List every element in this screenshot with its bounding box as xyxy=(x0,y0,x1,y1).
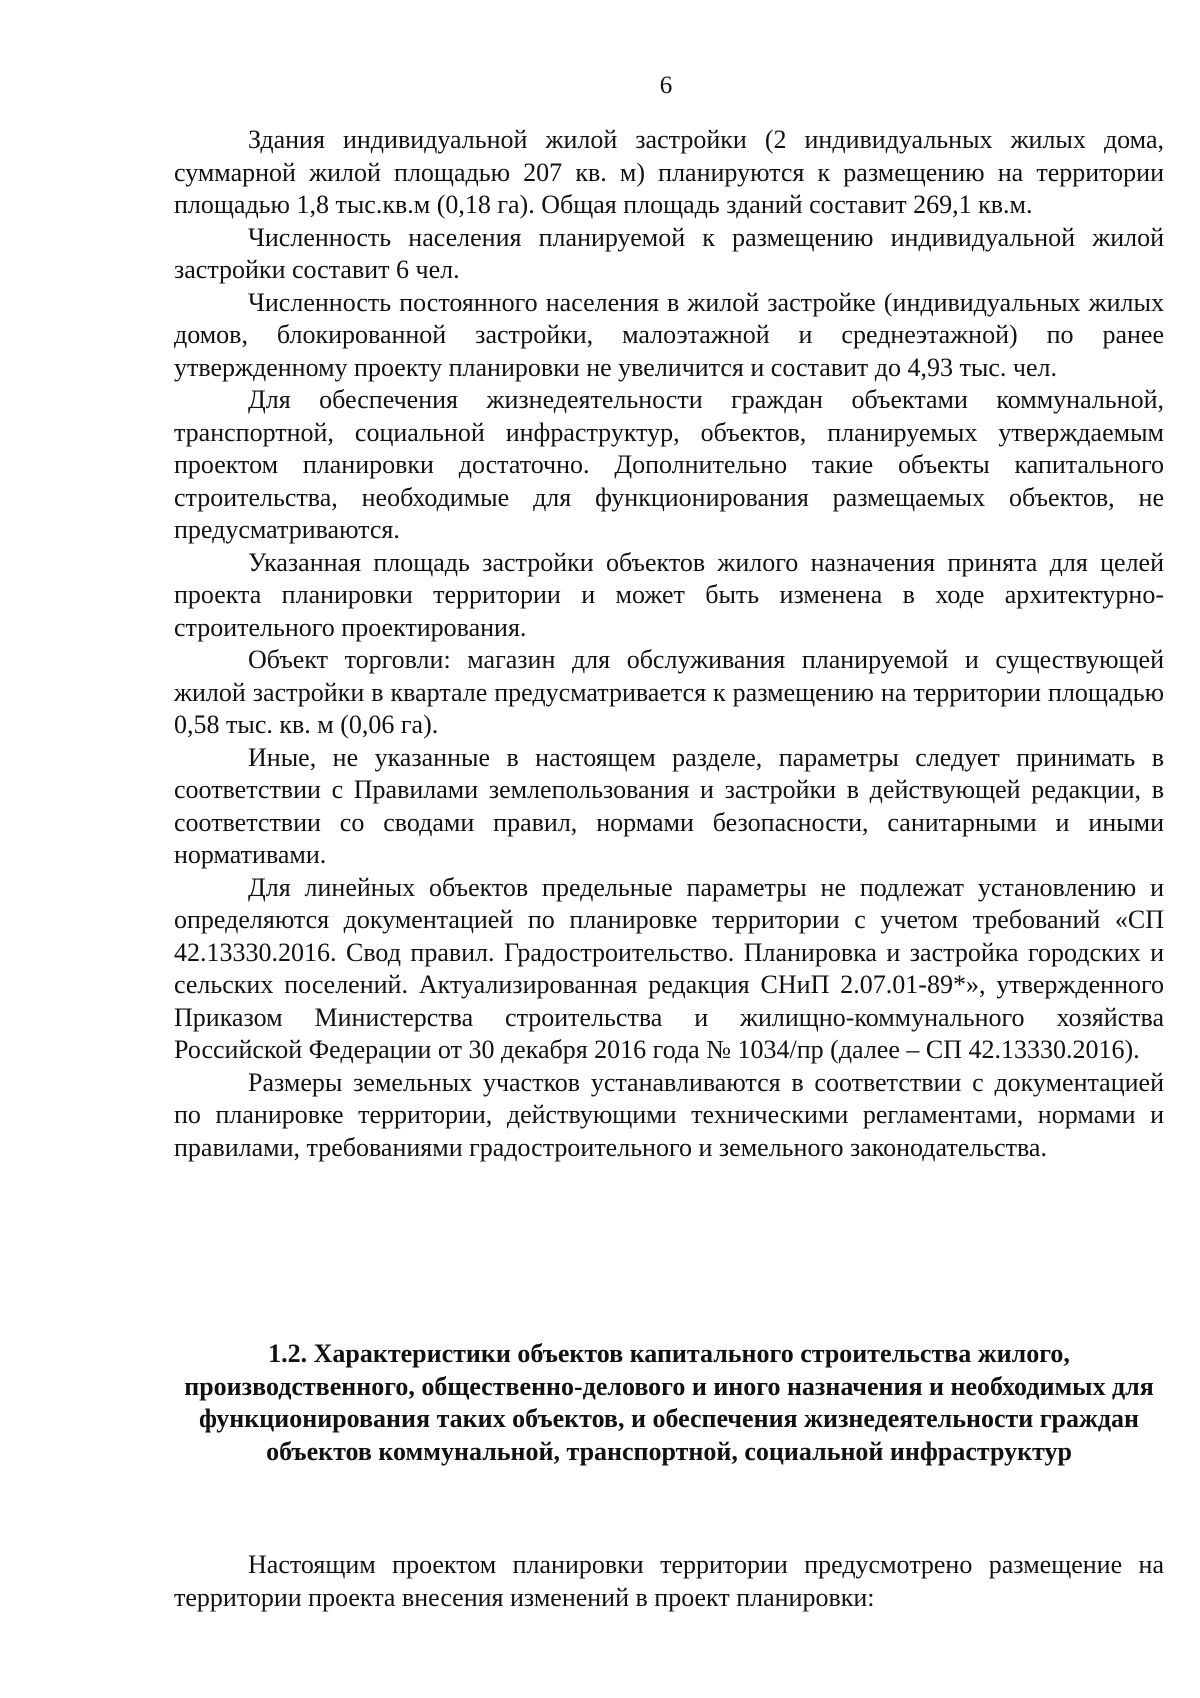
section-heading: 1.2. Характеристики объектов капитального строительства жилого, производственного, общественно-делового и иного назначения и необходимых для функционирования таких объектов, и обеспечения жизнедеятельности граждан объектов коммунальной, транспортной, социальной инфраструктур xyxy=(184,1339,1154,1466)
body-text xyxy=(174,124,1164,1164)
paragraph-individual-housing: Здания индивидуальной жилой застройки (2 индивидуальных жилых дома, суммарной жилой площадью 207 кв. м) планируются к размещению на территории площадью 1,8 тыс.кв.м (0,18 га). Общая площадь зданий составит 269,1 кв.м. xyxy=(174,125,1164,219)
paragraph-closing: Настоящим проектом планировки территории предусмотрено размещение на территории проекта внесения изменений в проект планировки: xyxy=(174,1550,1164,1612)
paragraph-land-plots: Размеры земельных участков устанавливаются в соответствии с документацией по планировке территории, действующими техническими регламентами, нормами и правилами, требованиями градостроительного и земельного законодательства. xyxy=(174,1067,1164,1162)
paragraph-infrastructure: Для обеспечения жизнедеятельности граждан объектами коммунальной, транспортной, социальной инфраструктур, объектов, планируемых утверждаемым проектом планировки достаточно. Дополнительно такие объекты капитального строительства, необходимые для функционирования размещаемых объектов, не предусматриваются. xyxy=(174,385,1164,544)
paragraph-other-parameters: Иные, не указанные в настоящем разделе, параметры следует принимать в соответствии с Правилами землепользования и застройки в действующей редакции, в соответствии со сводами правил, нормами безопасности, санитарными и иными нормативами. xyxy=(174,742,1164,869)
paragraph-permanent-population: Численность постоянного населения в жилой застройке (индивидуальных жилых домов, блокированной застройки, малоэтажной и среднеэтажной) по ранее утвержденному проекту планировки не увеличится и составит до 4,93 тыс. чел. xyxy=(174,287,1164,382)
closing-text xyxy=(174,1549,1164,1614)
paragraph-planned-population: Численность населения планируемой к размещению индивидуальной жилой застройки составит 6 чел. xyxy=(174,222,1164,284)
paragraph-building-area: Указанная площадь застройки объектов жилого назначения принята для целей проекта планировки территории и может быть изменена в ходе архитектурно-строительного проектирования. xyxy=(174,547,1164,642)
page-number: 6 xyxy=(659,72,673,99)
paragraph-retail-object: Объект торговли: магазин для обслуживания планируемой и существующей жилой застройки в квартале предусматривается к размещению на территории площадью 0,58 тыс. кв. м (0,06 га). xyxy=(174,645,1164,739)
paragraph-linear-objects: Для линейных объектов предельные параметры не подлежат установлению и определяются документацией по планировке территории с учетом требований «СП 42.13330.2016. Свод правил. Градостроительство. Планировка и застройка городских и сельских поселений. Актуализированная редакция СНиП 2.07.01-89*», утвержденного Приказом Министерства строительства и жилищно-коммунального хозяйства Российской Федерации от 30 декабря 2016 года № 1034/пр (далее – СП 42.13330.2016). xyxy=(174,872,1164,1064)
